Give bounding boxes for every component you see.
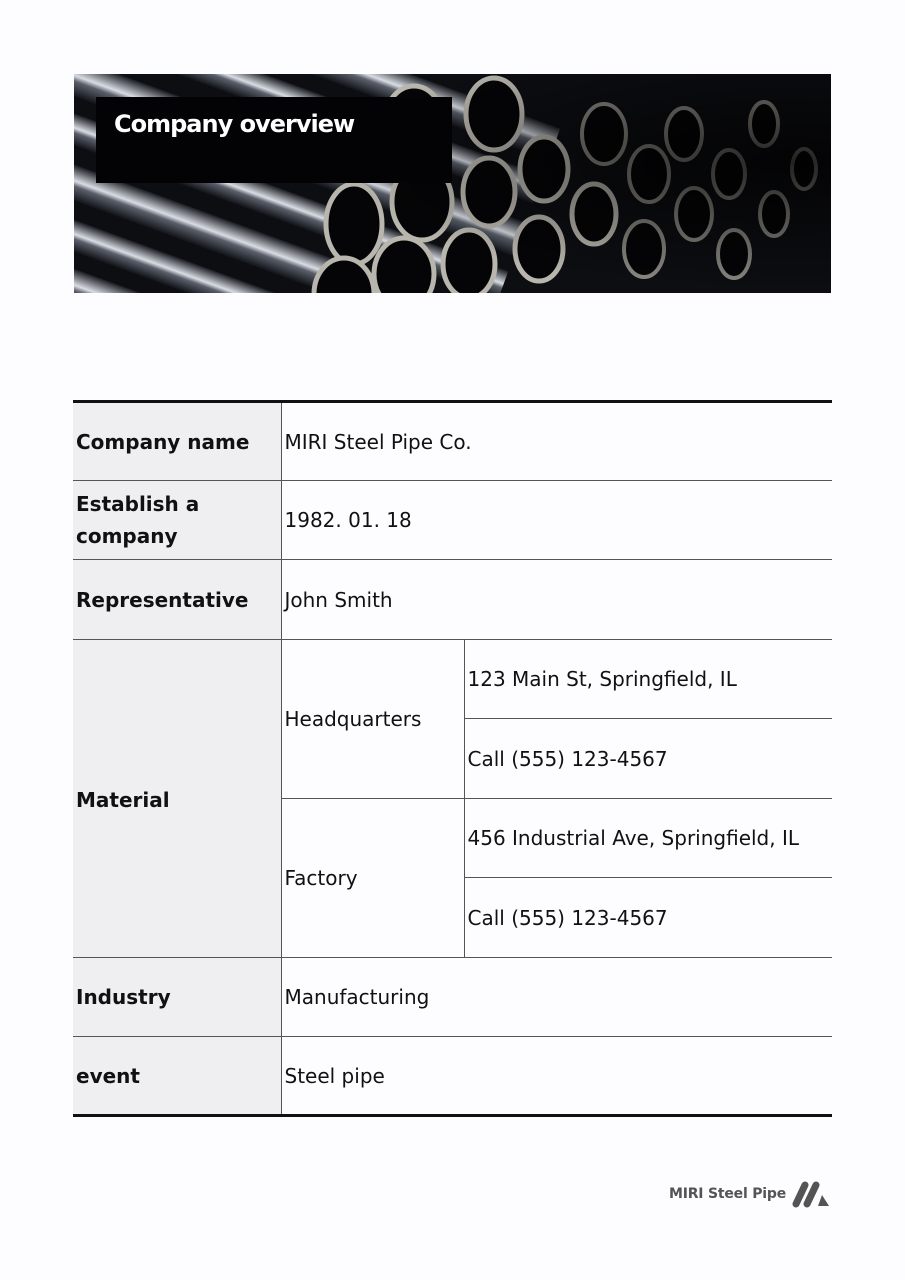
table-row xyxy=(73,481,832,560)
factory-address: 456 Industrial Ave, Springfield, IL xyxy=(464,799,832,878)
row-label-event: event xyxy=(73,1037,281,1116)
row-value-event: Steel pipe xyxy=(281,1037,832,1116)
row-label-established: Establish a company xyxy=(73,481,281,560)
material-group-factory: Factory xyxy=(281,799,464,958)
title-overlay xyxy=(96,97,452,183)
row-value-established: 1982. 01. 18 xyxy=(281,481,832,560)
material-group-headquarters: Headquarters xyxy=(281,640,464,799)
brand-logo-icon xyxy=(792,1180,832,1208)
headquarters-address: 123 Main St, Springfield, IL xyxy=(464,640,832,719)
table-row xyxy=(73,958,832,1037)
company-info-table xyxy=(73,400,832,1117)
row-label-material: Material xyxy=(73,640,281,958)
footer-brand-name: MIRI Steel Pipe xyxy=(668,1186,786,1202)
row-label-company-name: Company name xyxy=(73,402,281,481)
banner-image xyxy=(74,74,831,293)
page-title: Company overview xyxy=(114,110,355,138)
row-label-representative: Representative xyxy=(73,560,281,640)
row-value-company-name: MIRI Steel Pipe Co. xyxy=(281,402,832,481)
table-row xyxy=(73,1037,832,1116)
footer-brand xyxy=(600,1180,832,1208)
table-row xyxy=(73,402,832,481)
row-value-industry: Manufacturing xyxy=(281,958,832,1037)
factory-phone: Call (555) 123-4567 xyxy=(464,878,832,958)
table-row xyxy=(73,640,832,719)
row-value-representative: John Smith xyxy=(281,560,832,640)
headquarters-phone: Call (555) 123-4567 xyxy=(464,719,832,799)
table-row xyxy=(73,560,832,640)
row-label-industry: Industry xyxy=(73,958,281,1037)
